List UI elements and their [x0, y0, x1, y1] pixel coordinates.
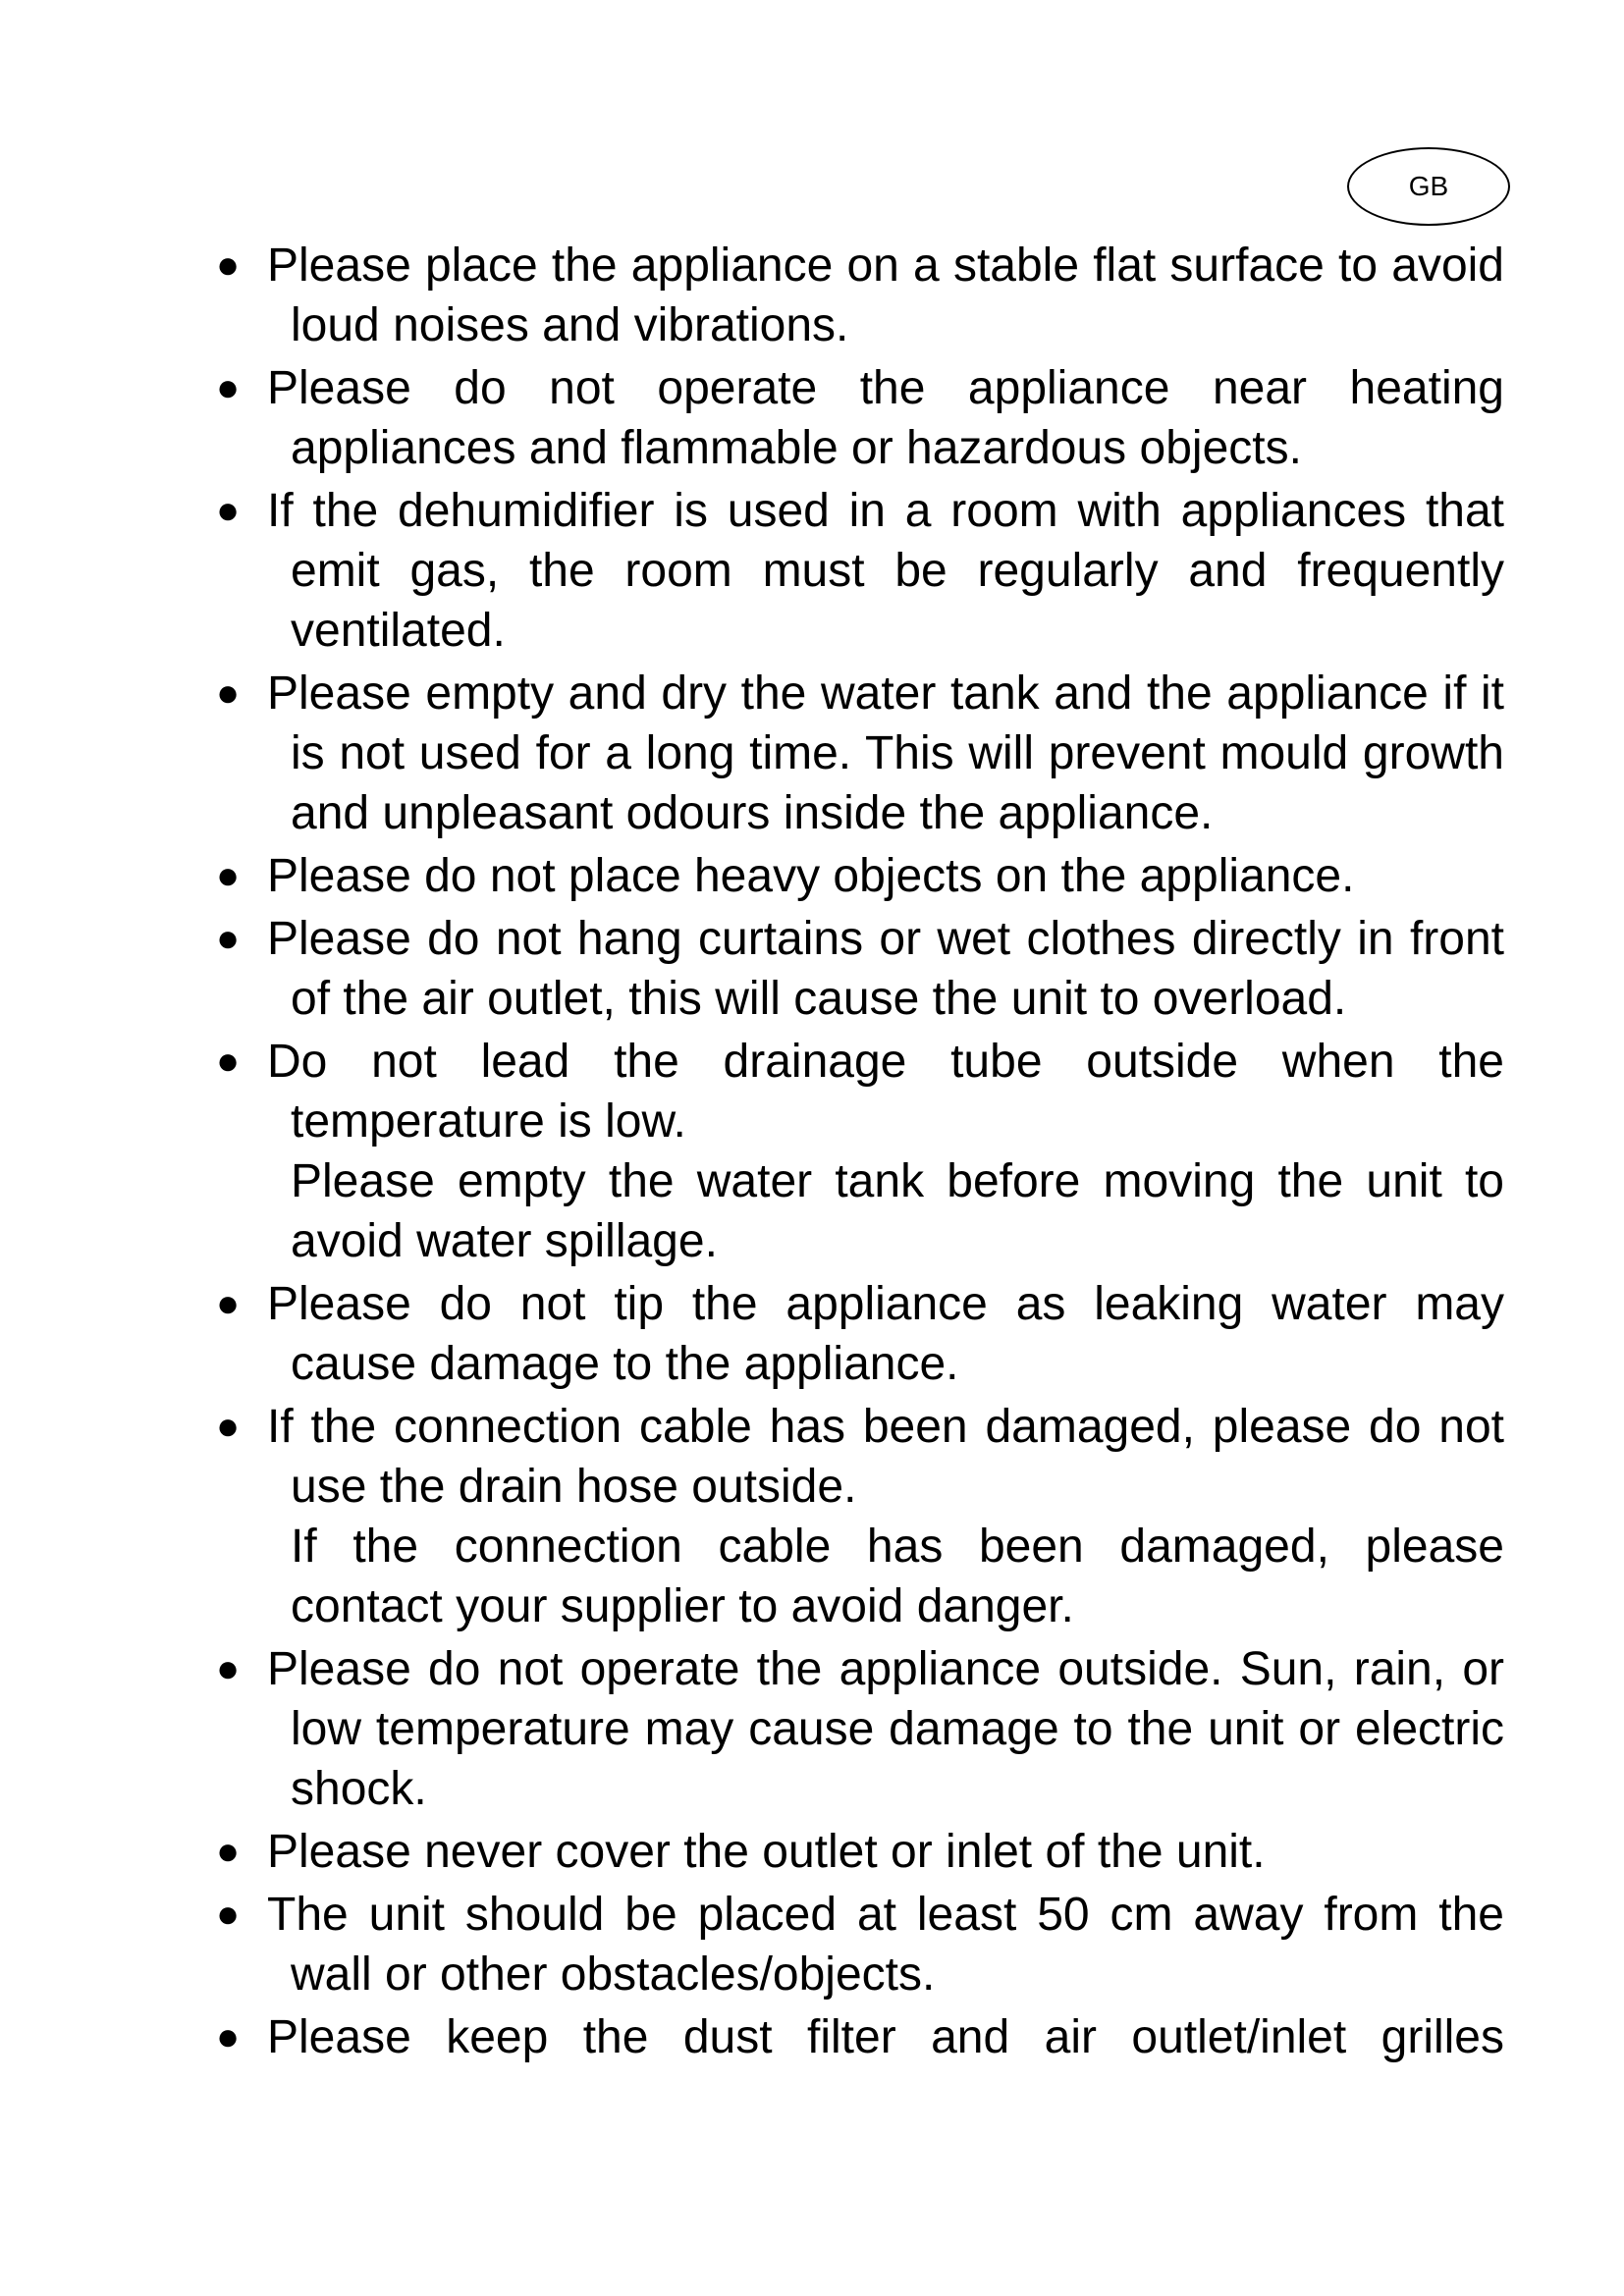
list-item-text: If the dehumidifier is used in a room with appliances that emit gas, the room must be regularly and frequently ventilated.	[267, 485, 1504, 657]
list-item	[208, 1822, 1504, 1882]
list-item	[208, 846, 1504, 906]
list-item-text: Please empty and dry the water tank and the appliance if it is not used for a long time. This will prevent mould growth and unpleasant odours inside the appliance.	[267, 667, 1504, 839]
list-item	[208, 1639, 1504, 1819]
bullet-icon: ●	[216, 1647, 241, 1690]
list-item-text: Please do not hang curtains or wet clothes directly in front of the air outlet, this will cause the unit to overload.	[267, 913, 1504, 1025]
bullet-icon: ●	[216, 1282, 241, 1325]
list-item-text: Please do not operate the appliance outside. Sun, rain, or low temperature may cause damage to the unit or electric shock.	[267, 1643, 1504, 1815]
list-item	[208, 236, 1504, 355]
list-item	[208, 1885, 1504, 2004]
bullet-icon: ●	[216, 1893, 241, 1936]
bullet-icon: ●	[216, 854, 241, 897]
list-item-text: Please do not tip the appliance as leaking water may cause damage to the appliance.	[267, 1278, 1504, 1390]
list-item-text: Please never cover the outlet or inlet of the unit.	[267, 1826, 1266, 1878]
bullet-icon: ●	[216, 1040, 241, 1083]
bullet-icon: ●	[216, 489, 241, 532]
list-item-text: Please do not operate the appliance near heating appliances and flammable or hazardous objects.	[267, 362, 1504, 474]
list-item-text: If the connection cable has been damaged, please do not use the drain hose outside.	[267, 1401, 1504, 1513]
list-item-text: Please place the appliance on a stable flat surface to avoid loud noises and vibrations.	[267, 240, 1504, 351]
language-badge: GB	[1347, 147, 1510, 226]
list-item	[208, 664, 1504, 843]
list-item	[208, 1274, 1504, 1394]
bullet-icon: ●	[216, 671, 241, 715]
list-item-text: Please do not place heavy objects on the appliance.	[267, 850, 1355, 902]
list-item-text: Do not lead the drainage tube outside when the temperature is low.	[267, 1036, 1504, 1148]
list-item-extra-text: Please empty the water tank before moving the unit to avoid water spillage.	[291, 1155, 1504, 1267]
list-item	[208, 358, 1504, 478]
bullet-icon: ●	[216, 1405, 241, 1448]
list-item	[208, 2007, 1504, 2067]
list-item	[208, 909, 1504, 1029]
list-item	[208, 1397, 1504, 1636]
list-item-extra-text: If the connection cable has been damaged, please contact your supplier to avoid danger.	[291, 1521, 1504, 1632]
bullet-icon: ●	[216, 243, 241, 287]
list-item	[208, 481, 1504, 661]
list-item-text: Please keep the dust filter and air outlet/inlet grilles	[267, 2011, 1504, 2063]
bullet-icon: ●	[216, 2015, 241, 2058]
bullet-icon: ●	[216, 366, 241, 409]
safety-instructions-list	[208, 236, 1504, 2070]
list-item	[208, 1032, 1504, 1271]
bullet-icon: ●	[216, 1830, 241, 1873]
list-item-text: The unit should be placed at least 50 cm away from the wall or other obstacles/objects.	[267, 1889, 1504, 2001]
bullet-icon: ●	[216, 917, 241, 960]
